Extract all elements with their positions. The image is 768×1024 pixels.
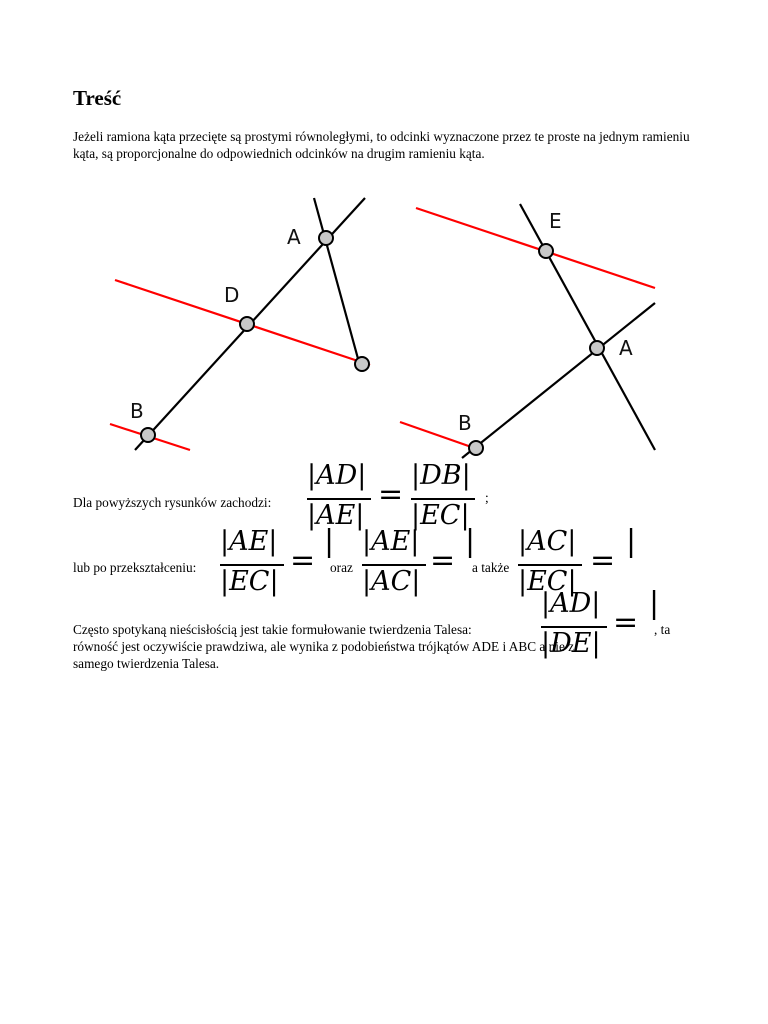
point-b bbox=[141, 428, 155, 442]
equals-sign: = bbox=[590, 543, 616, 578]
text-lub: lub po przekształceniu: bbox=[73, 560, 197, 575]
fraction-num: |AD| bbox=[541, 588, 601, 619]
text-samego: samego twierdzenia Talesa. bbox=[73, 656, 220, 671]
text-oraz: oraz bbox=[330, 560, 353, 575]
fraction-num: |AE| bbox=[362, 526, 420, 557]
truncated-fraction: | bbox=[626, 524, 637, 559]
fraction-ae-ec bbox=[220, 526, 284, 597]
text-semicolon: ; bbox=[485, 490, 489, 505]
point-a-right bbox=[590, 341, 604, 355]
fraction-den: |EC| bbox=[518, 566, 577, 597]
heading: Treść bbox=[73, 86, 122, 110]
label-b-right: B bbox=[458, 411, 472, 435]
fraction-ac-ec bbox=[518, 526, 582, 597]
fraction-ad-ae bbox=[307, 460, 371, 531]
figure-left bbox=[110, 198, 365, 450]
text-czesto: Często spotykaną nieścisłością jest takie formułowanie twierdzenia Talesa: bbox=[73, 622, 472, 637]
point-c-clipped bbox=[355, 357, 369, 371]
fraction-ae-ac bbox=[362, 526, 426, 597]
equals-sign: = bbox=[613, 605, 639, 640]
label-e: E bbox=[549, 209, 562, 233]
text-ta: , ta bbox=[654, 622, 671, 637]
fraction-den: |AC| bbox=[362, 566, 421, 597]
point-e bbox=[539, 244, 553, 258]
label-b: B bbox=[130, 399, 144, 423]
intro-paragraph: Jeżeli ramiona kąta przecięte są prostymi równoległymi, to odcinki wyznaczone przez te proste na jednym ramieniu kąta, są proporcjonalne do odpowiednich odcinków na drugim ramieniu kąta. bbox=[73, 129, 690, 161]
truncated-fraction: | bbox=[649, 586, 660, 621]
arm-line-right-2 bbox=[462, 303, 655, 458]
figure-left-svg bbox=[110, 198, 365, 450]
label-a-right: A bbox=[619, 336, 633, 360]
fraction-num: |DB| bbox=[411, 460, 471, 491]
arm-line-2 bbox=[314, 198, 360, 366]
fraction-num: |AC| bbox=[518, 526, 577, 557]
fraction-den: |EC| bbox=[220, 566, 279, 597]
label-a: A bbox=[287, 225, 301, 249]
figure-right bbox=[400, 198, 655, 450]
fraction-num: |AD| bbox=[307, 460, 367, 491]
point-a bbox=[319, 231, 333, 245]
text-dla: Dla powyższych rysunków zachodzi: bbox=[73, 495, 272, 510]
text-a-takze: a także bbox=[472, 560, 510, 575]
fraction-db-ec bbox=[411, 460, 475, 531]
fraction-den: |AE| bbox=[307, 500, 365, 531]
truncated-fraction: | bbox=[324, 524, 335, 559]
arm-line-right-1 bbox=[520, 204, 655, 450]
equals-sign: = bbox=[290, 543, 316, 578]
point-d bbox=[240, 317, 254, 331]
parallel-line-top-right bbox=[416, 208, 655, 288]
fraction-den: |DE| bbox=[541, 628, 601, 659]
equals-sign: = bbox=[378, 477, 404, 512]
text-rownosc: równość jest oczywiście prawdziwa, ale wynika z podobieństwa trójkątów ADE i ABC a nie z bbox=[73, 639, 575, 654]
fraction-den: |EC| bbox=[411, 500, 470, 531]
fraction-num: |AE| bbox=[220, 526, 278, 557]
truncated-fraction: | bbox=[465, 524, 476, 559]
equals-sign: = bbox=[430, 543, 456, 578]
fraction-ad-de bbox=[541, 588, 607, 659]
label-d: D bbox=[224, 283, 240, 307]
point-b-right bbox=[469, 441, 483, 455]
figure-right-svg bbox=[400, 198, 655, 450]
